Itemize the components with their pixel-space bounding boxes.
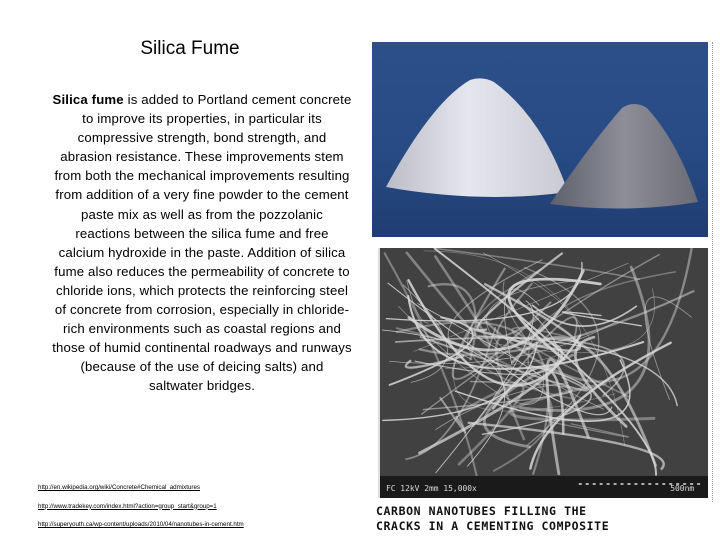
slide-title: Silica Fume xyxy=(140,38,240,59)
carbon-nanotube-sem-image xyxy=(378,248,708,498)
reference-links xyxy=(38,484,338,540)
sem-scale-unit: 500nm xyxy=(670,483,695,494)
caption-line-1: CARBON NANOTUBES FILLING THE xyxy=(376,504,587,518)
reference-link-1[interactable]: http://en.wikipedia.org/wiki/Concrete#Chemical_admixtures xyxy=(38,484,200,491)
body-paragraph xyxy=(52,90,352,396)
silica-fume-photo xyxy=(372,42,708,237)
body-text: is added to Portland cement concrete to improve its properties, in particular its compressive strength, bond strength, and abrasion resistance. These improvements stem from both the mechanical improvements resulting from addition of a very fine powder to the cement paste mix as well as from the pozzolanic reactions between the silica fume and free calcium hydroxide in the paste. Addition of silica fume also reduces the permeability of concrete to chloride ions, which protects the reinforcing steel of concrete from corrosion, especially in chloride-rich environments such as coastal regions and those of humid continental roadways and runways (because of the use of deicing salts) and saltwater bridges. xyxy=(52,92,352,394)
reference-link-3[interactable]: http://superyouth.ca/wp-content/uploads/2010/04/nanotubes-in-cement.htm xyxy=(38,521,244,528)
divider xyxy=(712,42,713,502)
image-caption xyxy=(376,504,706,534)
reference-link-2[interactable]: http://www.tradekey.com/index.html?action=group_start&group=1 xyxy=(38,502,217,510)
sem-scale-text: FC 12kV 2mm 15,000x xyxy=(385,483,477,494)
body-lead-term: Silica fume xyxy=(52,92,124,107)
caption-line-2: CRACKS IN A CEMENTING COMPOSITE xyxy=(376,519,610,533)
